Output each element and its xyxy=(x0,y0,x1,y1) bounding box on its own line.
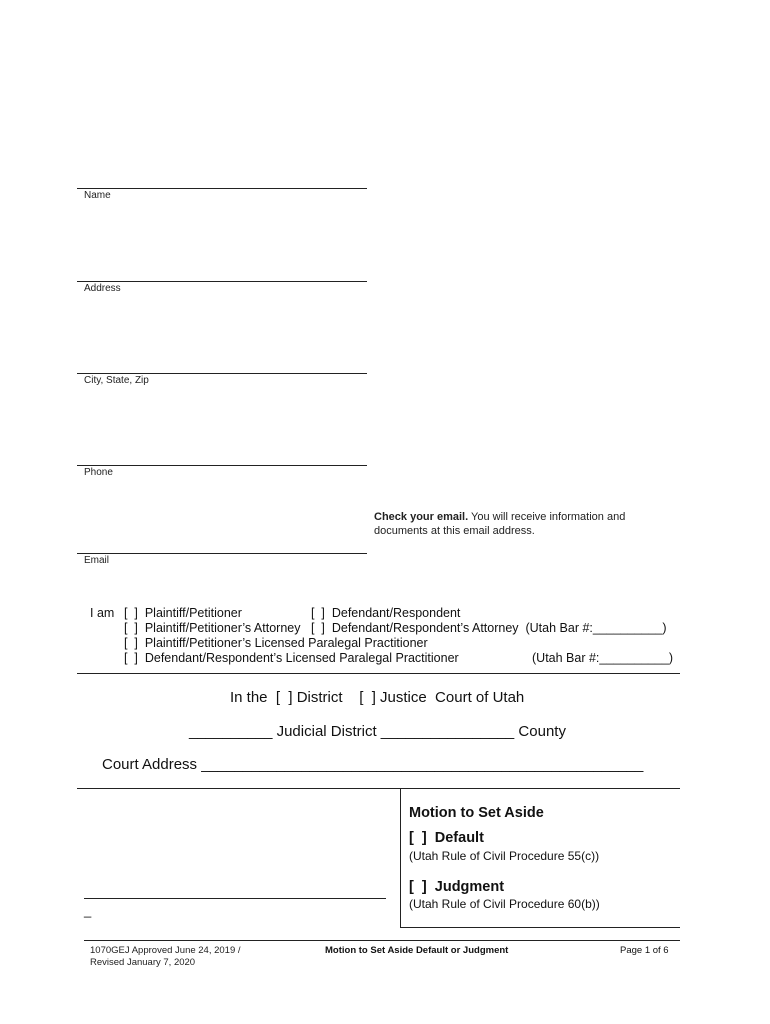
option-plaintiff-attorney[interactable]: [ ] Plaintiff/Petitioner’s Attorney xyxy=(124,621,301,635)
party-divider xyxy=(77,673,680,674)
case-name-underscore: _ xyxy=(84,903,92,918)
option-defendant-attorney[interactable]: [ ] Defendant/Respondent’s Attorney (Utah Bar #:__________) xyxy=(311,621,667,635)
email-notice xyxy=(374,510,625,538)
phone-line[interactable] xyxy=(77,465,367,466)
option-defendant-respondent[interactable]: [ ] Defendant/Respondent xyxy=(311,606,461,620)
city-state-zip-label: City, State, Zip xyxy=(84,375,149,386)
address-label: Address xyxy=(84,283,121,294)
court-line: In the [ ] District [ ] Justice Court of Utah xyxy=(230,689,525,706)
caption-bottom-rule xyxy=(400,927,680,928)
email-notice-text-1: You will receive information and xyxy=(471,511,626,523)
email-label: Email xyxy=(84,555,110,566)
motion-title: Motion to Set Aside xyxy=(409,805,544,821)
option-plaintiff-paralegal[interactable]: [ ] Plaintiff/Petitioner’s Licensed Paralegal Practitioner xyxy=(124,636,428,650)
caption-divider xyxy=(400,789,401,928)
paralegal-bar-number[interactable]: (Utah Bar #:__________) xyxy=(532,651,674,665)
option-defendant-paralegal[interactable]: [ ] Defendant/Respondent’s Licensed Paralegal Practitioner xyxy=(124,651,459,665)
footer-form-title: Motion to Set Aside Default or Judgment xyxy=(325,945,509,956)
form-id-line-1: 1070GEJ Approved June 24, 2019 / xyxy=(90,945,241,956)
form-id xyxy=(90,945,241,969)
email-line[interactable] xyxy=(77,553,367,554)
city-state-zip-line[interactable] xyxy=(77,373,367,374)
case-name-line[interactable] xyxy=(84,898,386,899)
judicial-district-line: __________ Judicial District ________________ County xyxy=(189,723,566,740)
court-address-line: Court Address _____________________________________________________ xyxy=(102,756,644,773)
email-notice-bold: Check your email. xyxy=(374,511,469,523)
judgment-checkbox[interactable]: [ ] Judgment xyxy=(409,879,505,895)
option-plaintiff-petitioner[interactable]: [ ] Plaintiff/Petitioner xyxy=(124,606,242,620)
default-checkbox[interactable]: [ ] Default xyxy=(409,830,484,846)
email-notice-text-2: documents at this email address. xyxy=(374,525,535,537)
judgment-rule-text: (Utah Rule of Civil Procedure 60(b)) xyxy=(409,897,600,911)
footer-rule xyxy=(84,940,680,941)
name-line[interactable] xyxy=(77,188,367,189)
name-label: Name xyxy=(84,190,111,201)
address-line[interactable] xyxy=(77,281,367,282)
page-number: Page 1 of 6 xyxy=(620,945,669,956)
form-id-line-2: Revised January 7, 2020 xyxy=(90,957,196,968)
caption-top-rule xyxy=(77,788,680,789)
default-rule-text: (Utah Rule of Civil Procedure 55(c)) xyxy=(409,849,600,863)
phone-label: Phone xyxy=(84,467,113,478)
i-am-label: I am xyxy=(90,606,115,620)
